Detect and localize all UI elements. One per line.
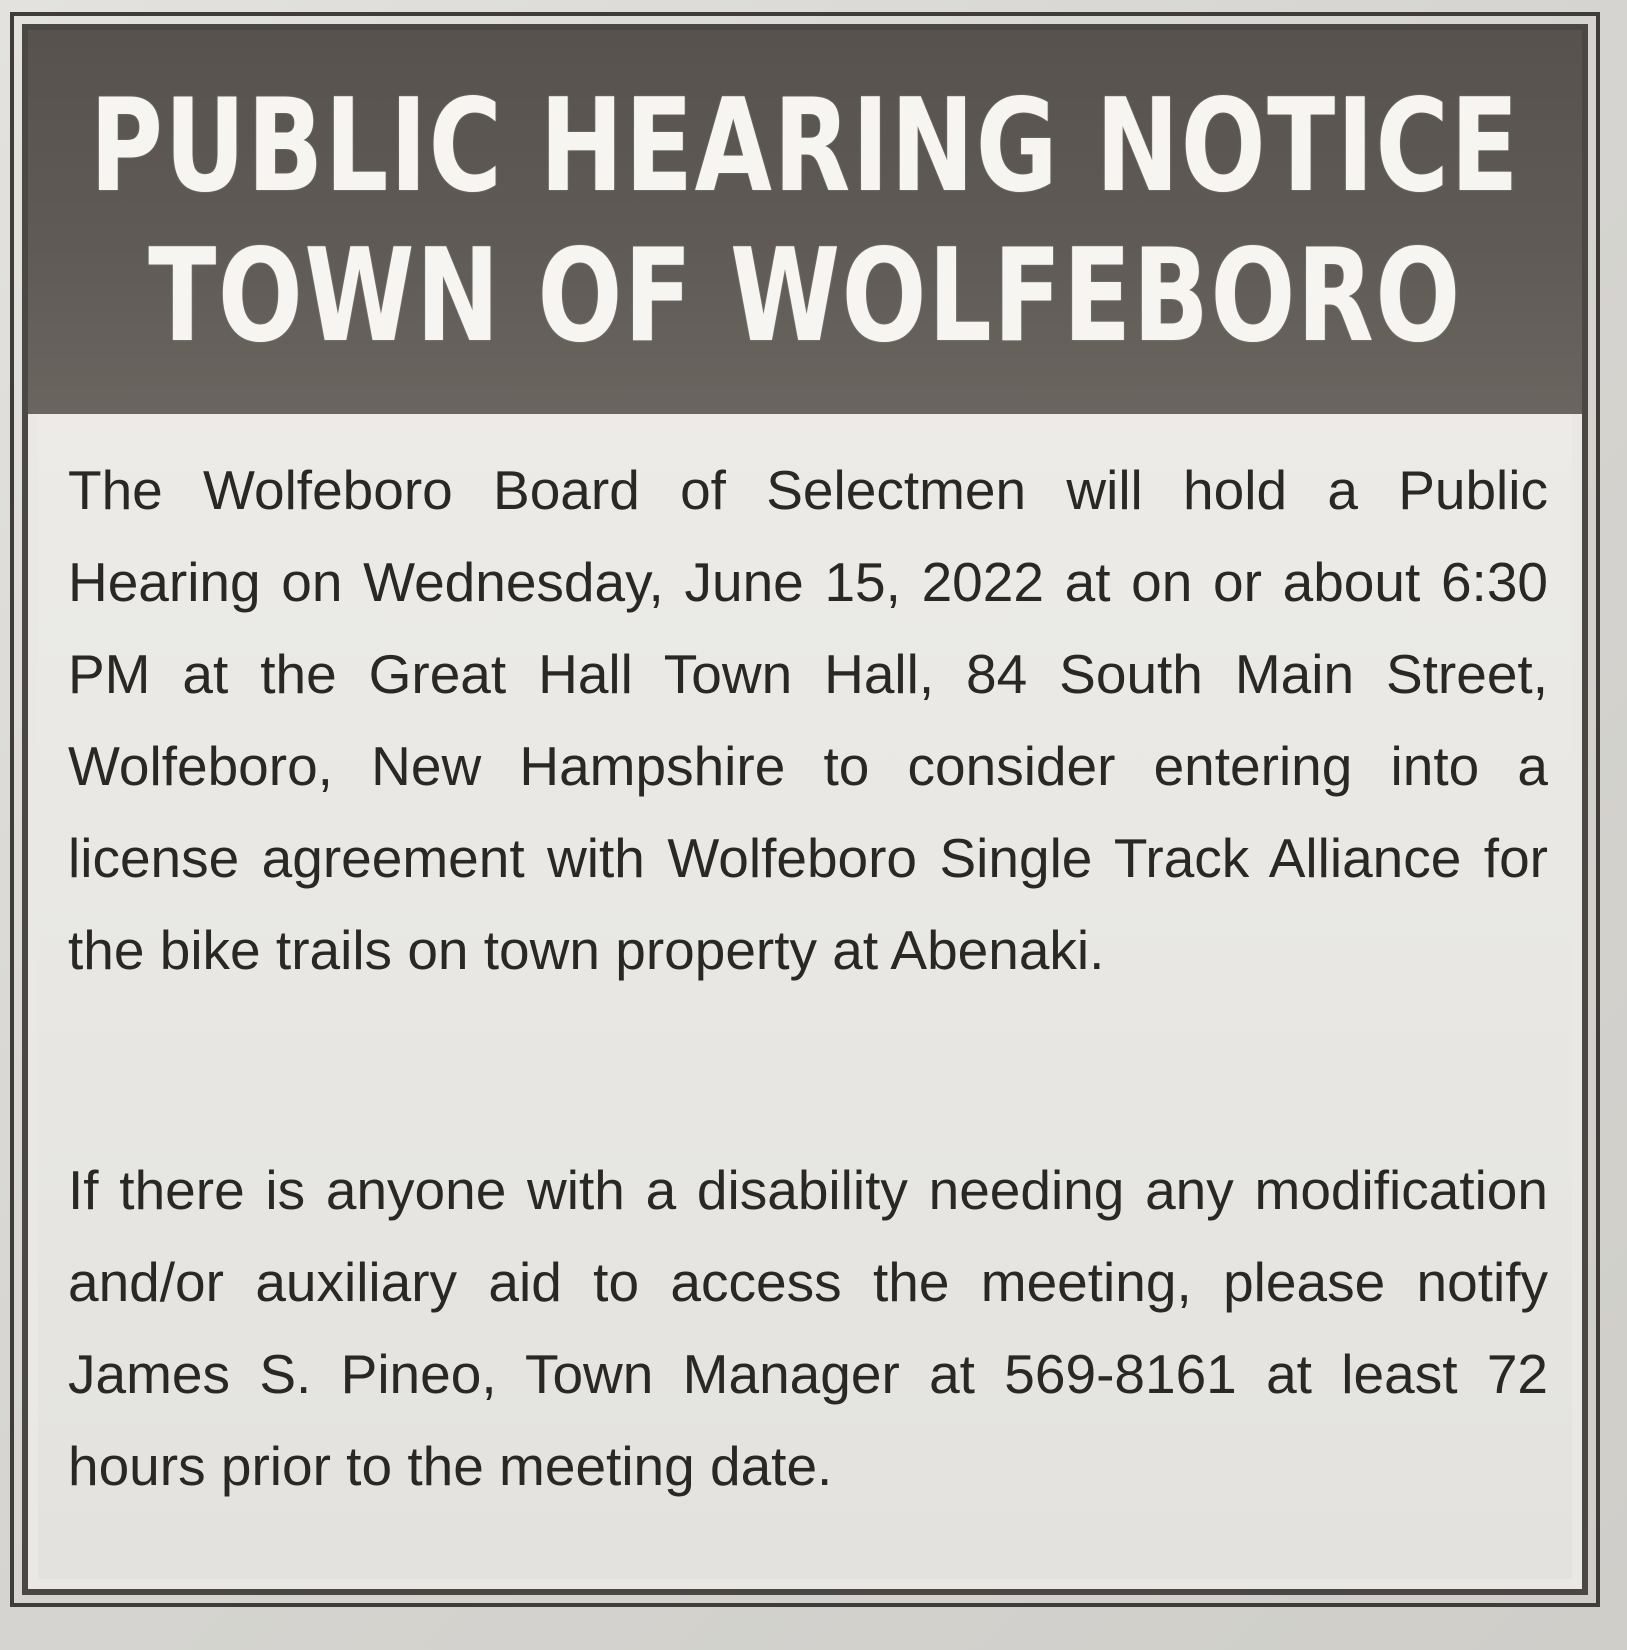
hearing-details-paragraph: The Wolfeboro Board of Selectmen will hold a Public Hearing on Wednesday, June 15, 2022 at on or about 6:30 PM at the Great Hall Town Hall, 84 South Main Street, Wolfeboro, New Hampshire to consider entering into a license agreement with Wolfeboro Single Track Alliance for the bike trails on town property at Abenaki. xyxy=(68,459,1548,981)
notice-title-line-2: TOWN OF WOLFEBORO xyxy=(148,222,1462,371)
notice-box xyxy=(22,24,1588,1595)
notice-title-line-1: PUBLIC HEARING NOTICE xyxy=(89,72,1521,221)
notice-body xyxy=(38,414,1572,1579)
notice-header xyxy=(28,30,1582,414)
accessibility-paragraph: If there is anyone with a disability needing any modification and/or auxiliary aid to access the meeting, please notify James S. Pineo, Town Manager at 569-8161 at least 72 hours prior to the meeting date. xyxy=(68,1159,1548,1497)
